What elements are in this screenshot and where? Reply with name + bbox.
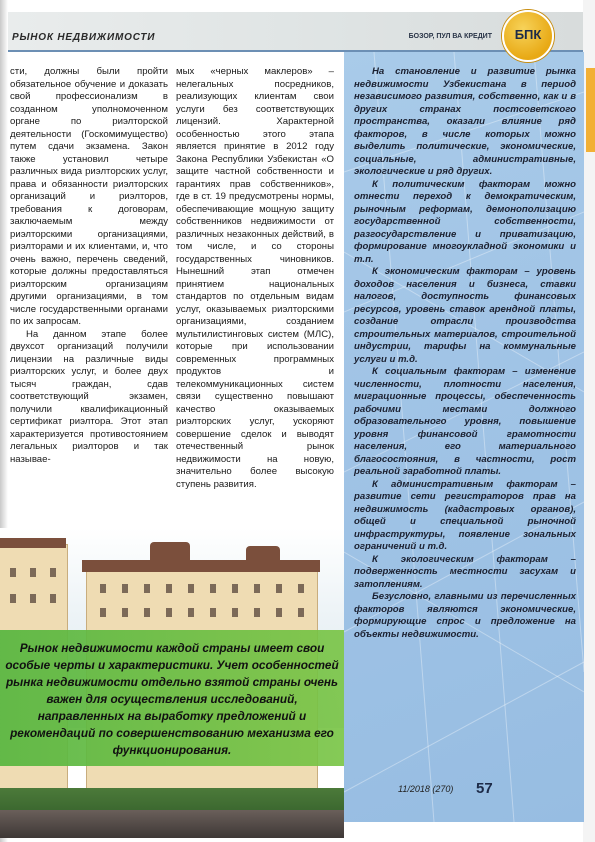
pull-quote: Рынок недвижимости каждой страны имеет свои особые черты и характеристики. Учет особенностей рынка недвижимости отдельно взятой страны очень важен для осуществления исследований, направленных на выработку предложений и рекомендаций по совершенствованию механизма его функционирования.: [5, 641, 339, 757]
road: [0, 810, 344, 838]
page-number: 57: [476, 780, 493, 797]
building-tower: [246, 546, 280, 564]
magazine-name: БОЗОР, ПУЛ ВА КРЕДИТ: [408, 33, 492, 40]
paragraph: На становление и развитие рынка недвижимости Узбекистана в период независимого развития, собственно, как и в других странах постсоветского пространства, оказали влияние ряд факторов, в числе которых можно выделить политические, экономические, социальные, административные, экологические и ряд других.: [354, 66, 576, 177]
logo-text: БПК: [514, 27, 542, 42]
paragraph: На данном этапе более двухсот организаций получили лицензии на различные виды риэлторских услуг, и более двух тысяч граждан, сдав соответствующий экзамен, получили квалификационный сертификат риэлтора. Этот этап характеризуется противостоянием легальных риэлторов и так называе-: [10, 328, 168, 465]
article-column-2: [176, 66, 334, 491]
paragraph: сти, должны были пройти обязательное обучение и доказать свой профессионализм в созданном уполномоченном органе по риэлторской деятельности (Госкомимущество) путем сдачи экзамена. Закон также установил четыре различных вида риэлторских услуг, права и обязанности риэлторских организаций и риэлторов, требования к договорам, заключаемым между риэлторскими организациями, риэлторами и их клиентами, и, что очень важно, перечень сведений, которые должны предоставляться риэлторским организациям другими организациями, в том числе государственными органами по их запросам.: [10, 66, 168, 327]
paragraph: К экологическим факторам – подверженность местности засухам и затоплениям.: [354, 553, 576, 590]
building-roof: [82, 560, 320, 572]
paragraph: К административным факторам – развитие сети регистраторов прав на недвижимость (кадастровых органов), общей и специальной рыночной инфраструктуры, появление зональных ограничений и т.д.: [354, 478, 576, 552]
section-title: РЫНОК НЕДВИЖИМОСТИ: [12, 32, 156, 43]
building-tower: [150, 542, 190, 564]
building-roof: [0, 538, 66, 548]
article-column-1: [10, 66, 168, 466]
issue-number: 11/2018 (270): [398, 784, 454, 794]
paragraph: Безусловно, главными из перечисленных факторов являются экономические, формирующие спрос и предложение на объекты недвижимости.: [354, 591, 576, 640]
section-tab: [586, 68, 595, 152]
paragraph: К социальным факторам – изменение численности, плотности населения, миграционные процессы, обеспеченность рабочими местами должного образовательного уровня, повышение уровня финансовой грамотности населения, его материального благосостояния, в частности, рост реальной заработной платы.: [354, 366, 576, 477]
paragraph: К политическим факторам можно отнести переход к демократическим, рыночным реформам, демонополизацию государственной собственности, разгосударствление и приватизацию, формирование многоукладной экономики и т.п.: [354, 178, 576, 265]
paragraph: мых «черных маклеров» – нелегальных посредников, реализующих клиентам свои услуги без соответствующих лицензий. Характерной особенностью этого этапа является принятие в 2012 году Закона Республики Узбекистан «О защите частной собственности и гарантиях прав собственников», где в ст. 19 предусмотрены нормы, обеспечивающие мощную защиту собственников недвижимости от различных незаконных действий, в том числе, и со стороны государственных чиновников. Нынешний этап отмечен принятием национальных стандартов по отдельным видам услуг, оказываемых риэлторскими организациями, созданием мультилистинговых систем (МЛС), которые при использовании современных программных продуктов и телекоммуникационных систем связи существенно повышают качество оказываемых риэлторских услуг, ускоряют совершение сделок и выводят отечественный рынок недвижимости на новую, значительно более высокую ступень развития.: [176, 66, 334, 490]
magazine-logo: [502, 10, 554, 62]
paragraph: К экономическим факторам – уровень доходов населения и бизнеса, ставки налогов, доступность финансовых ресурсов, уровень ставок арендной платы, создание отрасли производства строительных материалов, строительной индустрии, тарифы на коммунальные услуги и т.д.: [354, 266, 576, 365]
article-column-3: [354, 66, 576, 641]
header-bar: [8, 12, 583, 50]
